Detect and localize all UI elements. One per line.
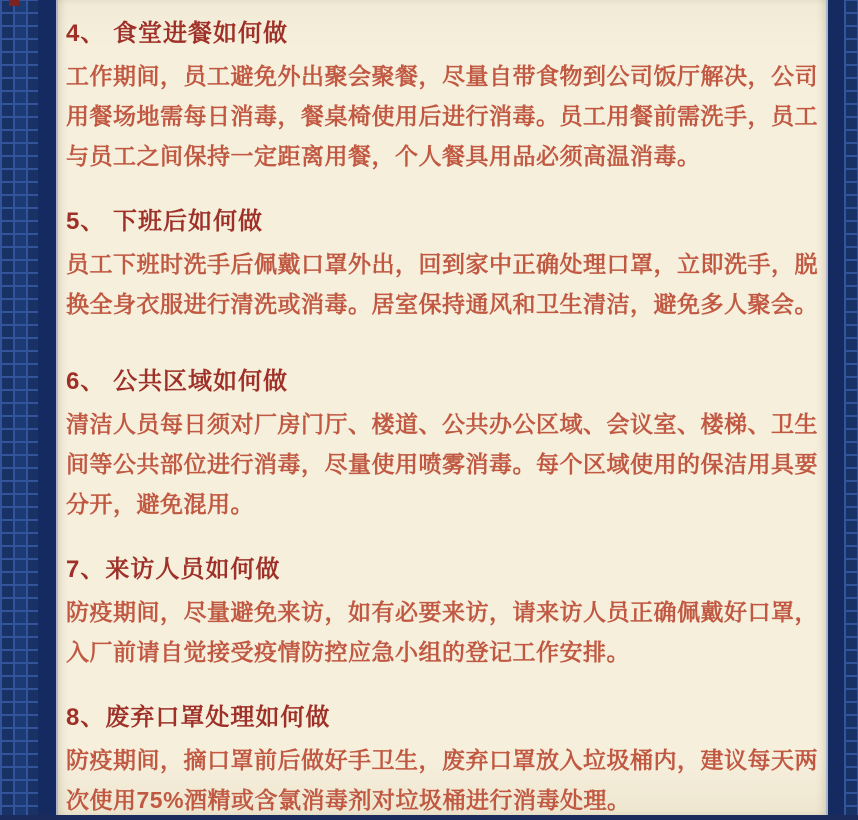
section-6-public-areas	[66, 360, 818, 524]
left-border-navy-strip	[38, 0, 56, 820]
section-8-mask-disposal	[66, 696, 818, 815]
section-5-heading: 5、 下班后如何做	[66, 208, 264, 235]
section-4-canteen-dining	[66, 12, 818, 176]
section-4-body: 工作期间，员工避免外出聚会聚餐，尽量自带食物到公司饭厅解决，公司用餐场地需每日消毒，餐桌椅使用后进行消毒。员工用餐前需洗手，员工与员工之间保持一定距离用餐，个人餐具用品必须高温消毒。	[66, 63, 818, 169]
right-border-highlight-line	[826, 0, 828, 820]
left-border-plaid-pattern	[0, 0, 38, 820]
section-5-after-work	[66, 200, 818, 324]
right-border-navy-strip	[828, 0, 844, 820]
section-6-heading: 6、 公共区域如何做	[66, 368, 289, 395]
section-7-heading: 7、来访人员如何做	[66, 556, 281, 583]
section-7-body: 防疫期间，尽量避免来访，如有必要来访，请来访人员正确佩戴好口罩，入厂前请自觉接受疫情防控应急小组的登记工作安排。	[66, 599, 818, 665]
section-8-body: 防疫期间，摘口罩前后做好手卫生，废弃口罩放入垃圾桶内，建议每天两次使用75%酒精或含氯消毒剂对垃圾桶进行消毒处理。	[66, 747, 818, 813]
content-area	[58, 0, 826, 815]
bottom-navy-bar	[0, 815, 858, 820]
section-4-heading: 4、 食堂进餐如何做	[66, 20, 289, 47]
section-8-heading: 8、废弃口罩处理如何做	[66, 704, 331, 731]
right-border-plaid-pattern	[844, 0, 858, 820]
section-7-visitors	[66, 548, 818, 672]
section-6-body: 清洁人员每日须对厂房门厅、楼道、公共办公区域、会议室、楼梯、卫生间等公共部位进行消毒，尽量使用喷雾消毒。每个区域使用的保洁用具要分开，避免混用。	[66, 411, 818, 517]
top-left-red-mark	[9, 0, 19, 6]
section-5-body: 员工下班时洗手后佩戴口罩外出，回到家中正确处理口罩，立即洗手，脱换全身衣服进行清洗或消毒。居室保持通风和卫生清洁，避免多人聚会。	[66, 251, 818, 317]
